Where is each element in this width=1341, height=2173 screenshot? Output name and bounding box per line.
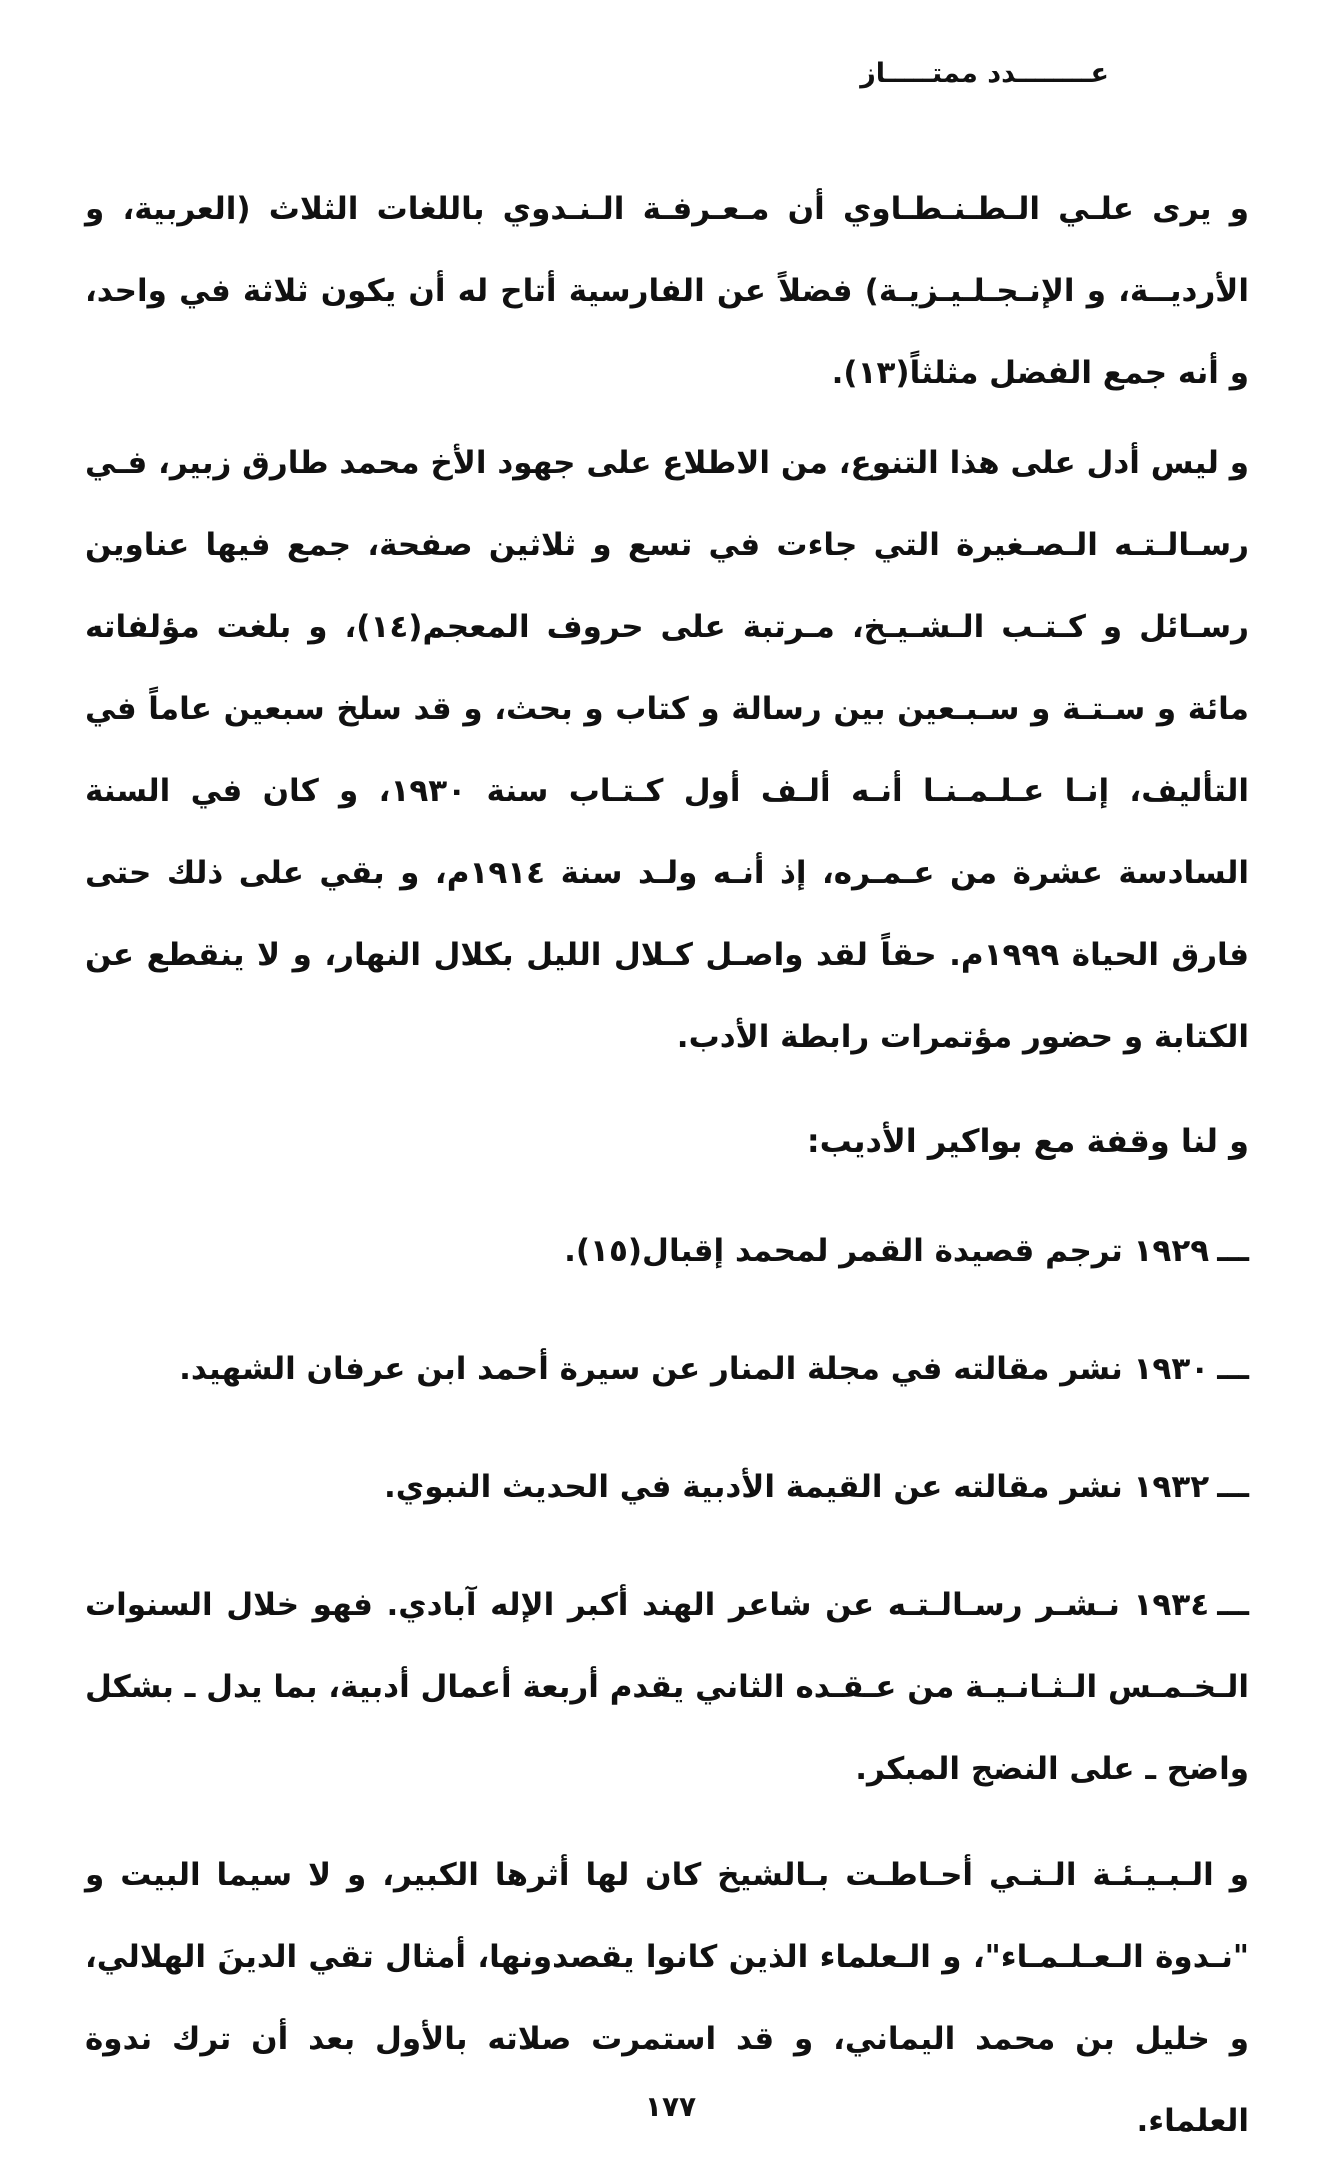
paragraph-environment: و الـبـيـئـة الـتـي أحـاطـت بـالشيخ كان لها أثرها الكبير، و لا سيما البيت و "نـدوة الـعـلـمـاء"، و الـعلماء الذين كانوا يقصدونها، أمثال تقي الدينَ الهلالي، و خليل بن محمد اليماني، و قد استمرت صلاته بالأول بعد أن ترك ندوة العلماء. xyxy=(85,1857,1249,2139)
paragraph-works: و ليس أدل على هذا التنوع، من الاطلاع على جهود الأخ محمد طارق زبير، فـي رسـالـتـه الـصـغيرة التي جاءت في تسع و ثلاثين صفحة، جمع فيها عناوين رسـائل و كـتـب الـشـيـخ، مـرتبة على حروف المعجم(١٤)، و بلغت مؤلفاته مائة و سـتـة و سـبـعين بين رسالة و كتاب و بحث، و قد سلخ سبعين عاماً في التأليف، إنـا عـلـمـنـا أنـه ألـف أول كـتـاب سنة ١٩٣٠، و كان في السنة السادسة عشرة من عـمـره، إذ أنـه ولـد سنة ١٩١٤م، و بقي على ذلك حتى فارق الحياة ١٩٩٩م. حقاً لقد واصـل كـلال الليل بكلال النهار، و لا ينقطع عن الكتابة و حضور مؤتمرات رابطة الأدب. xyxy=(85,445,1249,1055)
timeline-text: ١٩٣٢ نشر مقالته عن القيمة الأدبية في الحديث النبوي. xyxy=(384,1469,1210,1505)
timeline-item-1932 xyxy=(85,1446,1249,1528)
timeline-dash: ـــ xyxy=(1217,1233,1249,1269)
running-header: عــــــــدد ممتـــــاز xyxy=(860,58,1109,89)
page-content xyxy=(85,168,1249,2162)
timeline-dash: ـــ xyxy=(1217,1587,1249,1623)
paragraph-tantawi: و يرى علـي الـطـنـطـاوي أن مـعـرفـة الـنـدوي باللغات الثلاث (العربية، و الأرديــة، و الإنـجـلـيـزيـة) فضلاً عن الفارسية أتاح له أن يكون ثلاثة في واحد، و أنه جمع الفضل مثلثاً(١٣). xyxy=(85,191,1249,391)
timeline-item-1930 xyxy=(85,1328,1249,1410)
timeline-item-1929 xyxy=(85,1210,1249,1292)
timeline-item-1934 xyxy=(85,1564,1249,1810)
timeline-dash: ـــ xyxy=(1217,1469,1249,1505)
timeline-list xyxy=(85,1210,1249,1810)
timeline-text: ١٩٣٤ نـشـر رسـالـتـه عن شاعر الهند أكبر الإله آبادي. فهو خلال السنوات الـخـمـس الـثـانـيـة من عـقـده الثاني يقدم أربعة أعمال أدبية، بما يدل ـ بشكل واضح ـ على النضج المبكر. xyxy=(85,1587,1249,1787)
page-number: ١٧٧ xyxy=(644,2090,697,2123)
timeline-dash: ـــ xyxy=(1217,1351,1249,1387)
timeline-text: ١٩٣٠ نشر مقالته في مجلة المنار عن سيرة أحمد ابن عرفان الشهيد. xyxy=(179,1351,1210,1387)
section-heading: و لنا وقفة مع بواكير الأديب: xyxy=(806,1122,1249,1160)
timeline-text: ١٩٢٩ ترجم قصيدة القمر لمحمد إقبال(١٥). xyxy=(564,1233,1210,1269)
